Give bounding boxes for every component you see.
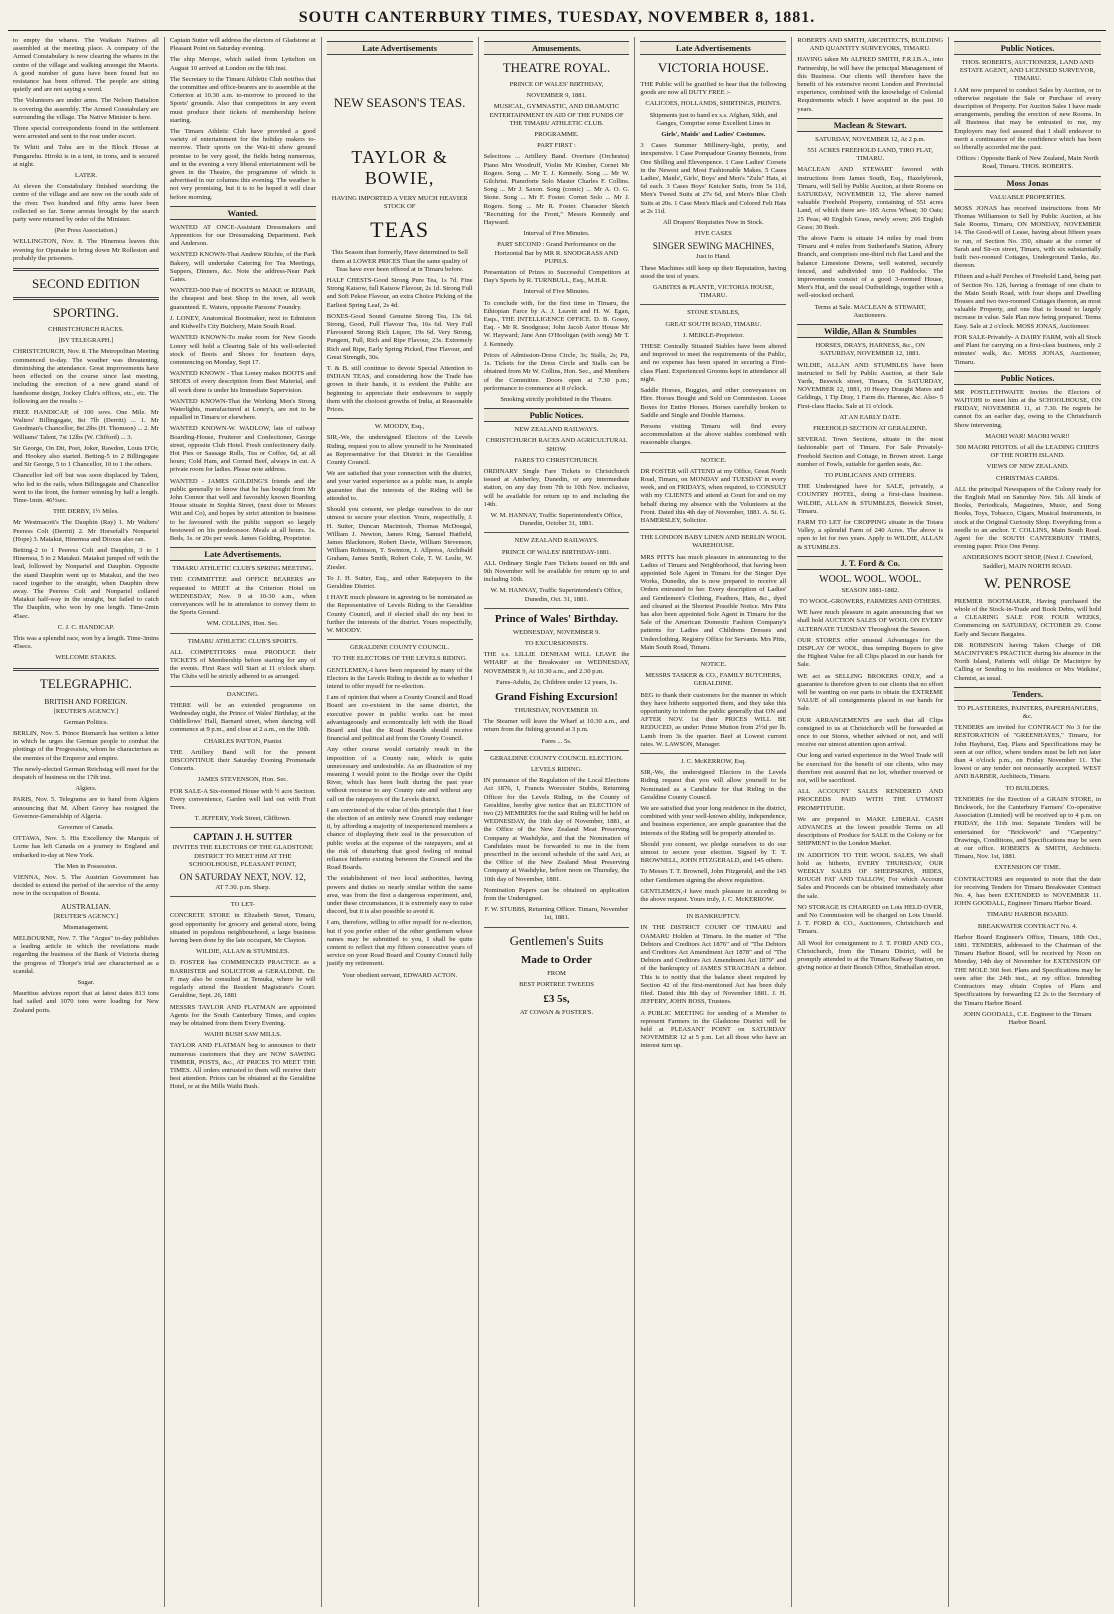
article-text: Captain Sutter will address the electors of Gladstone at Pleasant Point on Saturday evening. — [169, 37, 316, 53]
ad-heading: AT AN EARLY DATE. — [839, 413, 902, 421]
article-text: The Timaru Athletic Club have provided a good variety of entertainment for the holiday makers to-morrow. Their sports on the Wai-iti show ground promise to be very good, the fields being numerous, and in the evening a very liberal entertainment will be given in the Theatre, the programme of which is advertised in our columns this evening. The weather is not very promising, but it is to be hoped it will clear before morning. — [169, 128, 316, 201]
ad-text: VIEWS OF NEW ZEALAND. — [986, 463, 1069, 471]
classified-ad: THE Artillery Band will for the present DISCONTINUE their Saturday Evening Promenade Concerts. — [169, 748, 316, 773]
article-text: Betting-2 to 1 Peeress Colt and Dauphin, 3 to 1 Hinemoa, 5 to 2 Matakui. Matakui jumped off with the lead, followed by Nonpariel and Dauphin. Opposite the stand Dauphin went up to Matakui, and the two raced together to the straight, when Dauphin drew away. The Peeress Colt and Nonpariel collared Matakui half-way in the straight, but failed to catch The Dauphin, who won by one length. Time-2min 45sec. — [13, 546, 159, 620]
price-list: HALF CHESTS-Good Strong Pure Tea, 1s 7d. Fine Strong Kaisow, full Kaisow Flavour, 2s 1d. Strong Full and Soft Pekoe Flavour, an extra Choice Picking of the Earliest Spring Leaf, 2s 4d. — [326, 277, 473, 309]
ad-text: CONTRACTORS are requested to note that the date for receiving Tenders for Timaru Breakwater Contract No. 4, has been EXTENDED to NOVEMBER 11. JOHN GOODALL, Engineer Timaru Harbor Board. — [954, 875, 1101, 908]
masthead-title: SOUTH CANTERBURY TIMES, TUESDAY, NOVEMBER 8, 1881. — [298, 9, 816, 26]
classified-ad: TAYLOR AND FLATMAN beg to announce to their numerous customers that they are NOW SAWING TIMBER, POSTS, &c., AT PRICES TO MEET THE TIMES. All orders entrusted to them will receive their best attention. Prices can be obtained at the Geraldine Hotel, or at the Mills Waihi Bush. — [169, 1042, 316, 1091]
ad-text: INVITES THE ELECTORS OF THE GLADSTONE DISTRICT TO MEET HIM AT THE SCHOOLHOUSE, PLEASANT POINT, — [172, 844, 313, 868]
ad-heading: NEW SEASON'S TEAS. — [333, 95, 466, 110]
divider — [640, 529, 786, 530]
letter-text: Any other course would certainly result in the imposition of a County rate, which is quite unnecessary and undesirable. As an illustration of my meaning I would point to the Bridge over the Opihi River, which has been built during the past year without recourse to any County rate and without any call on the ratepayers of the Levels district. — [326, 746, 473, 803]
ad-heading: TO EXCURSIONISTS. — [524, 639, 589, 647]
classified-ad: FOR SALE-A Six-roomed House with ½ acre Section. Every convenience, Garden well laid out with Fruit Trees. — [169, 787, 316, 812]
article-text: Sir George, On Dit, Poet, Joker, Rawdon, Louis D'Or, and Hookey also started. Betting-5 to 2 Billingsgate and Sir George, 5 to 1 Chancellor, 10 to 1 the others. — [13, 444, 159, 469]
ad-date: THURSDAY, NOVEMBER 10. — [514, 706, 599, 714]
ad-text: GREAT SOUTH ROAD, TIMARU. — [665, 320, 762, 328]
ad-text: Our long and varied experience in the Wool Trade will be exercised for the benefit of our clients, who may therefore rest assured that no lot, whether reserved or not, will be sacrificed. — [797, 752, 944, 785]
letter-text: I am, therefore, willing to offer myself for re-election, but if you prefer either of the other gentlemen whose names may be submitted to you, I shall be quite content to reflect that my fifteen consecutive years of service on your Road Board and County Council fully justify my retirement. — [326, 919, 473, 968]
ad-text: CHRISTMAS CARDS. — [996, 474, 1060, 482]
ad-text: AT COWAN & FOSTER'S. — [519, 1009, 594, 1017]
letter-text: I am convinced of the value of this principle that I fear the election of an entirely new Council may endanger it, by affording a majority of inexperienced members a chance of displaying their zeal in the prosecution of public works at the expense of the ratepayers, and at the risk of disturbing that good feeling of mutual reliance hitherto existing between the Council and the Road Boards. — [326, 806, 473, 872]
classified-ad: WANTED AT ONCE-Assistant Dressmakers and Apprentices for our Dressmaking Department. Park and Anderson. — [169, 223, 316, 248]
ad-text: HAVING taken Mr ALFRED SMITH, F.R.I.B.A., into Partnership, he will have the principal Management of this Business. Our clients will therefore have the benefit of his extensive recent London and Provincial experience, combined with the knowledge of Colonial Requirements which I have acquired in the past 10 years. — [797, 56, 944, 113]
ad-heading: NOTICE. — [700, 660, 727, 668]
section-heading: Amusements. — [484, 41, 630, 55]
signature: W. M. HANNAY, Traffic Superintendent's Office, Dunedin, October 31, 1881. — [490, 511, 623, 528]
ad-text: WILDIE, ALLAN AND STUMBLES have been instructed to Sell by Public Auction, at their Sale Yards, Beswick street, Timaru, On SATURDAY, NOVEMBER 12, 1881, 10 Heavy Draught Mares and Geldings, 1 Tip Dray, 1 Farm do. Harness, &c. Also- 5 First-class Hacks. Sale at 11 o'clock. — [797, 361, 944, 410]
divider — [640, 452, 786, 453]
ad-heading: W. MOODY, Esq., — [374, 423, 425, 431]
ad-text: SEASON 1881-1882. — [841, 586, 899, 594]
ad-text: BEG to thank their customers for the manner in which they have hitherto supported them, and they take this opportunity to inform the public generally that ON and AFTER NOV. 1st their PRICES WILL BE REDUCED, as under: Prime Mutton from 2½d per lb. Lamb from 3s the quarter. Beef at Lowest current rates. W. LAWSON, Manager. — [640, 691, 787, 748]
divider — [640, 753, 786, 754]
section-heading: Maclean & Stewart. — [797, 118, 943, 132]
section-heading: Late Advertisements. — [170, 547, 316, 561]
subheading: Algiers. — [75, 785, 97, 793]
ad-heading: WAIHI BUSH SAW MILLS. — [204, 1031, 282, 1039]
article-text: VIENNA, Nov. 5. The Austrian Government has decided to extend the period of the service of the army now in the occupation of Bosnia. — [13, 874, 159, 898]
subheading: PART FIRST : — [537, 142, 576, 150]
ad-text: NO STORAGE IS CHARGED on Lots HELD OVER, and No Commission will be charged on Lots Unsold. J. T. FORD & CO., Auctioneers, Christchurch and Timaru. — [797, 903, 944, 936]
ad-heading: FIVE CASES — [694, 230, 732, 238]
ad-heading: MAORI WAR! MAORI WAR!! — [985, 432, 1070, 440]
article-text: The Secretary to the Timaru Athletic Club notifies that the committee and office-bearers are to assemble at the Criterion at 10.30 a.m. to-morrow to proceed to the Sports' grounds. Also that competitors in any event must produce their tickets of membership before starting. — [169, 75, 316, 124]
divider — [13, 668, 159, 671]
section-heading — [954, 41, 1101, 55]
section-heading: Moss Jonas — [954, 176, 1101, 190]
ad-text: All Drapers' Requisites Now in Stock. — [662, 219, 764, 227]
ad-heading: 551 ACRES FREEHOLD LAND, TIRO FLAT, TIMARU. — [807, 147, 933, 163]
ad-text: 3 Cases Summer Millinery-light, pretty, and inexpensive. 1 Case Pompadour Granny Bonnets, from One Shilling and Elevenpence. 1 Case Ladies' Corsets in the Newest and Most Fashionable Makes. 5 Cases Ladies', Maids', Girls', Boys' and Men's "Zulu" Hats, at 6d each. 3 Cases Boys' Knicker Suits, from 5s 11d, Men's Tweed Suits at 27s 6d, and Men's Blue Cloth Suits at 20s. 1 Case Men's Black and Colored Felt Hats at 2s 11d. — [640, 142, 787, 215]
column-6 — [792, 37, 949, 1607]
ad-text: Saddle Horses, Buggies, and other conveyances on Hire. Horses Bought and Sold on Commission. Loose Boxes for Entire Horses. Horses carefully broken to Saddle and Single and Double Harness. — [640, 387, 787, 419]
classified-ad: D. FOSTER has COMMENCED PRACTICE as a BARRISTER and SOLICITOR at GERALDINE. Dr. F. may also be consulted at Temuka, where he will regularly attend the Resident Magistrate's Court. Geraldine, Sept. 26, 1881 — [169, 959, 316, 1000]
letter-text: I HAVE much pleasure in agreeing to be nominated as the Representative of Levels Riding to the Geraldine County Council, and if elected shall do my best to further the interests of the district. Yours respectfully, W. MOODY. — [326, 594, 473, 634]
ad-heading: Girls', Maids' and Ladies' Costumes. — [661, 131, 766, 139]
programme-list: Selections ... Artillery Band. Overture (Orchestra) Piano Mrs Woodruff, Violin Mr Kimber, Cornet Mr Rogers. Song ... Mr T. J. Kennedy. Song ... Mr W. Gilchrist. Pianoforte Solo Master Charles F. Collins. Song ... Mr J. Saxon. Song (comic) ... Mr A. O. G. Stone. Song ... Mr F. Foster. Cornet Solo ... Mr J. Rogers. Song ... Mr R. Foster. Character Sketch "Recruiting for the Front," Messrs Kennedy and Hayward. — [483, 153, 630, 227]
divider — [327, 418, 473, 419]
section-heading: J. T. Ford & Co. — [797, 556, 943, 570]
ad-text: Just to Hand. — [696, 253, 731, 261]
ad-text: ALL the principal Newspapers of the Colony ready for the English Mail on Saturday Nov. 5th. All kinds of Books, Periodicals, Magazines, Music, and Song Books, Toys, Tobacco, Cigars, Musical Instruments, in stock at the Original Curiosity Shop. Everything from a needle to an anchor. T. COLLINS, Main South Road. Agent for the SOUTH CANTERBURY TIMES, evening paper. Price One Penny. — [954, 485, 1101, 551]
divider — [13, 297, 159, 300]
ad-text: This Season than formerly, Have determined to Sell them at LOWER PRICES Than the same quality of Teas have ever been offered at in Timaru before. — [331, 249, 468, 273]
ad-text: OUR STORES offer unusual Advantages for the DISPLAY OF WOOL, thus tempting Buyers to give the Highest Value for all Clips placed in our hands for Sale. — [797, 636, 944, 669]
article-text: At eleven the Constabulary finished searching the centre of the village and are now on the south side of the river. Two hundred and fifty arms have been collected so far. Some arrests brought by the search party were returned by order of the Minister. — [13, 183, 159, 224]
column-1 — [8, 37, 165, 1607]
ad-heading: GERALDINE COUNTY COUNCIL. — [350, 644, 450, 652]
divider — [484, 927, 630, 928]
ad-text: Persons visiting Timaru will find every accommodation at the above stables combined with reasonable charges. — [640, 422, 787, 447]
ad-text: I AM now prepared to conduct Sales by Auction, or to otherwise negotiate the Sale or Purchase of every description of Property. For Auction Sales I have made arrangements, pending the erection of new Rooms. In all Business that may be entrusted to me, my Employers may feel assured that I shall endeavor to merit a continuance of the confidence which has been so liberally accorded me the past. — [954, 86, 1101, 152]
ad-text: TENDERS for the Erection of a GRAIN STORE, in Brickwork, for the Canterbury Farmers' Co-operative Association (Limited) will be received up to 4 p.m. on FRIDAY, the 11th inst. Separate Tenders will be entertained for "Brickwork" and "Carpentry." Drawings, Conditions, and Specifications may be seen at our office. ROBERTS & SMITH, Architects. Timaru, Nov. 1st, 1881. — [954, 795, 1101, 861]
ad-text: Fifteen and a-half Perches of Freehold Land, being part of Section No. 126, having a frontage of one chain to the Main South Road, with four shops and Dwelling Houses and two two-roomed Cottages thereon, an most valuable Property, and one that is bound to largely increase in value. Sale Plan now being prepared. Terms Easy. Sale at 2 o'clock. MOSS JONAS, Auctioneer. — [954, 273, 1101, 330]
article-text: to empty the whares. The Waikato Natives all assembled at the meeting place. A company of the Armed Constabulary is now clearing the whares in the centre of the village and walking amongst the Maoris. A good number of guns have been found but no resistance has been offered. The people are sitting quietly and are not saying a word. — [13, 37, 159, 94]
divider — [170, 686, 316, 687]
column-4 — [479, 37, 636, 1607]
classified-ad: J. LONEY, Anatomical Bootmaker, next to Edmiston and Kidwell's City Butchery, Main South Road. — [169, 314, 316, 331]
ad-heading: TAYLOR & BOWIE, — [351, 147, 448, 188]
ad-heading: TO PLASTERERS, PAINTERS, PAPERHANGERS, &c. — [956, 704, 1099, 720]
ad-text: Smoking strictly prohibited in the Theatre. — [500, 395, 613, 403]
column-7 — [949, 37, 1106, 1607]
ad-heading: ROBERTS AND SMITH, ARCHITECTS, BUILDING AND QUANTITY SURVEYORS, TIMARU. — [797, 37, 944, 53]
ad-text: THE Public will be gratified to hear that the following goods are now all DUTY FREE :- — [640, 81, 787, 97]
signature: T. JEFFERY, York Street, Clifftown. — [194, 815, 291, 823]
classified-ad: THERE will be an extended programme on Wednesday night, the Prince of Wales' Birthday, at the Oddfellows' Hall, Barnard street, when dancing will commence at 9 p.m., and close at 2 a.m., on the 10th. — [169, 701, 316, 734]
signature: WILDIE, ALLAN & STUMBLES. — [196, 948, 290, 956]
ad-heading: TO WOOL-GROWERS, FARMERS AND OTHERS. — [798, 597, 942, 605]
ad-heading: TIMARU HARBOR BOARD. — [986, 911, 1069, 919]
ad-text: TENDERS are invited for CONTRACT No 3 for the RESTORATION of "GREENHAYES," Timaru, for John Hayhurst, Esq. Plans and Specifications may be seen at our office, where tenders must be left not later than 4 o'clock p.m., on Friday November 11. The lowest or any tender not necessarily accepted. WEST AND BARBER, Architects, Timaru. — [954, 724, 1101, 781]
ad-text: 500 MAORI PHOTOS. of all the LEADING CHIEFS OF THE NORTH ISLAND. — [956, 443, 1099, 460]
letter-text: SIR,-We, the undersigned Electors of the Levels Riding, request you to allow yourself to be Nominated as Representative for that District in the Geraldine County Council. — [326, 434, 473, 467]
divider — [170, 633, 316, 634]
classified-ad: WANTED KNOWN-To make room for New Goods Loney will hold a Clearing Sale of his well-selected stock of Boots and Shoes for fourteen days, commencing on Monday, Sept 17. — [169, 334, 316, 366]
price-list: BOXES-Good Sound Genuine Strong Tea, 13s 6d. Strong, Good, Full Flavour Tea, 16s 6d. Very Full Flavoured Strong Rich Liquor, 19s 6d. Very Strong, Pungent, Full, Rich and Ripe Flavour, 23s. Extremely Rich and Ripe, Early Spring Picked, Fine Flavour, and Great Strength, 30s. — [326, 312, 473, 361]
signature: GABITES & PLANTE, VICTORIA HOUSE, TIMARU. — [652, 284, 774, 300]
column-5 — [635, 37, 792, 1607]
ad-text: All Wool for consignment to J. T. FORD AND CO., Christchurch, from the Timaru District, will be promptly attended to at the Timaru Railway Station, on giving notice at their Branch Office, Strathallan street. — [797, 939, 944, 972]
section-heading: Wildie, Allan & Stumbles — [797, 324, 943, 338]
ad-heading: MESSRS TASKER & CO., FAMILY BUTCHERS, GERALDINE. — [645, 672, 782, 688]
ad-heading: Made to Order — [521, 953, 592, 966]
section-heading: TELEGRAPHIC. — [39, 675, 132, 691]
ad-text: IN ADDITION TO THE WOOL SALES, We shall hold as hitherto, EVERY THURSDAY, OUR WEEKLY SALES OF SHEEPSKINS, HIDES, ROUGH FAT AND TALLOW, For which Account Sales and Proceeds can be obtained immediately after the sale. — [797, 851, 944, 900]
section-heading: Late Advertisements — [327, 41, 473, 55]
signature: Terms at Sale. MACLEAN & STEWART, Auctioneers. — [814, 303, 926, 319]
ad-heading: J. C. McKERROW, Esq. — [680, 758, 746, 766]
subheading: CHRISTCHURCH RACES. — [48, 326, 124, 334]
classified-ad: WANTED - JAMES GOLDING'S friends and the public generally to know that he has bought from Mr John Connor that well and favorably known Boarding House situate in Sophia Street, (next door to Messrs Witt and Co), and hopes by strict attention to business to be favoured with the public support so largely bestowed on his predecessor. Meals at all hours. 1s. Beds, 1s. or 20s per week. James Golding, Proprietor. — [169, 477, 316, 542]
subheading: The Men in Possession. — [54, 862, 118, 870]
classified-ad: WANTED KNOWN - That Loney makes BOOTS and SHOES of every description from Best Material, and all work done is under his Immediate Supervision. — [169, 370, 316, 394]
ad-text: Fares-Adults, 2s; Children under 12 years, 1s. — [495, 678, 618, 686]
ad-date: ON SATURDAY NEXT, NOV. 12, — [179, 872, 306, 883]
ad-text: The Steamer will leave the Wharf at 10.30 a.m., and return from the fishing ground at 3 p.m. — [483, 718, 630, 734]
ad-text: HAVING IMPORTED A VERY MUCH HEAVIER STOCK OF — [331, 195, 468, 211]
ad-heading: STONE STABLES, — [687, 309, 740, 317]
article-text: The ship Merope, which sailed from Lyttelton on August 10 arrived at London on the 6th inst. — [169, 56, 316, 72]
ad-text: We are prepared to MAKE LIBERAL CASH ADVANCES at the lowest possible Terms on all descriptions of Produce for SALE in the Colony or for SHIPMENT to the London Market. — [797, 815, 944, 848]
signature: JOHN GOODALL, C.E. Engineer to the Timaru Harbor Board. — [963, 1010, 1092, 1026]
signature: J. MEIKLE-Proprietor. — [682, 331, 744, 339]
ad-heading: FARES TO CHRISTCHURCH. — [514, 456, 599, 464]
ad-text: IN pursuance of the Regulation of the Local Elections Act 1876, I, Francis Worcester Stubbs, Returning Officer for the Levels Riding, in the County of Geraldine, hereby give notice that an ELECTION of two (2) MEMBERS for the said Riding will be held on WEDNESDAY, the 16th day of November, 1881, at the Office of the New Zealand Meat Preserving Company at Washdyke, and that the Nomination of Candidates must be forwarded to me in the form prescribed in the second schedule of the said Act, at the Office of the New Zealand Meat Preserving Company at Washdyke, before noon on Thursday, the 10th day of November, 1881. — [483, 777, 630, 883]
ad-text: These Machines still keep up their Reputation, having stood the test of years. — [640, 264, 787, 280]
article-text: FREE HANDICAP, of 100 sovs. One Mile. Mr Walters' Billingsgate, 8st 7lb (Derritt) ... 1. Mr Goodman's Chancellor, 8st 2lbs (H. Thomson) ... 2. Mr Williams' Talent, 7st 12lbs (W. Clifford) ... 3. — [13, 408, 159, 441]
article-text: This was a splendid race, won by a length. Time-3mins 45secs. — [13, 634, 159, 651]
signature: Your obedient servant, EDWARD ACTON. — [342, 971, 458, 979]
article-text: MELBOURNE, Nov. 7. The "Argus" to-day publishes a leading article in which the revelations made regarding the business of the Bank of Victoria during the progress of Thorpe's trial are characterised as a scandal. — [13, 935, 159, 975]
ad-heading: TO PUBLICANS AND OTHERS. — [824, 471, 916, 479]
ad-text: Harbor Board Engineer's Office, Timaru, 18th Oct., 1881. TENDERS, addressed to the Chairman of the Timaru Harbor Board, will be received by Noon on Monday, 14th day of November for EXTENSION OF THE MOLE 360 feet. Plans and Specifications may be seen after the 24th inst., at my office. Intending Contractors may obtain Copies of Plans and Specifications by forwarding £2 2s to the Secretary of the Timaru Harbor Board. — [954, 933, 1101, 1007]
ad-text: Presentation of Prizes to Successful Competitors at Day's Sports by R. TURNBULL, Esq., M.H.R. — [483, 269, 630, 285]
ad-heading: LEVELS RIDING. — [531, 766, 582, 773]
divider — [640, 908, 786, 909]
ad-text: ALL ACCOUNT SALES RENDERED AND PROCEEDS PAID WITH THE UTMOST PROMPTITUDE. — [797, 788, 944, 812]
section-heading: Tenders. — [954, 687, 1101, 701]
ad-text: PRINCE OF WALES' BIRTHDAY, — [509, 81, 604, 88]
ad-heading: Grand Fishing Excursion! — [495, 690, 618, 703]
ad-date: WEDNESDAY, NOVEMBER 9. — [512, 628, 601, 636]
ad-text: MACLEAN AND STEWART favored with instructions from James South, Esq., Hazelybrook, Timaru, will Sell by Public Auction, at their Rooms on SATURDAY, NOVEMBER 12, The above named valuable Freehold Property, containing of 551 acres Land, of which there are- 165 Acres Wheat; 30 Oats; 25 Peas; 40 English Grass, newly sown; 266 English Grass; 30 Bush. — [797, 166, 944, 231]
ad-text: WE have much pleasure in again announcing that we shall hold AUCTION SALES OF WOOL ON EVERY ALTERNATE TUESDAY Throughout the Season. — [797, 609, 944, 633]
ad-date: SATURDAY, NOVEMBER 12, At 2 p.m. — [815, 135, 926, 143]
divider — [13, 268, 159, 271]
subheading: THE DERBY, 1½ Miles. — [53, 508, 119, 516]
classified-ad: WANTED KNOWN-That Andrew Ritchie, of the Park Bakery, will undertake Catering for Tea Meetings, Suppers, Dinners, &c. Note the address-Near Park Gates. — [169, 251, 316, 284]
credit-line: (Per Press Association.) — [54, 227, 118, 235]
ad-text: THE s.s. LILLIE DENHAM WILL LEAVE the WHARF at the Breakwater on WEDNESDAY, NOVEMBER 9, At 10.30 a.m., and 2.30 p.m. — [483, 651, 630, 675]
ad-text: DR ROBINSON having Taken Charge of DR MACINTYRE'S PRACTICE during his absence in the North Island, Patients will oblige Dr Macintyre by Calling or Sending to his residence or Mrs Watkins', Chemist, as usual. — [954, 641, 1101, 682]
classified-ad: WANTED KNOWN-W. WADLOW, late of railway Boarding-House, Fruiterer and Confectioner, George street, opposite Club Hotel. Fresh confectionery daily. Hot Pies or Sausage Rolls, Tea or Coffee, 6d, at all hours; Cold Ham, and Corned Beef, always in cut. A private room for ladies. Please note address. — [169, 425, 316, 474]
subheading: Governor of Canada. — [58, 824, 114, 832]
ad-text: The above Farm is situate 14 miles by road from Timaru and 4 miles from Sutherland's Station, Albury Branch, and comprises one-third rich flat Land and the balance Limestone Downs, well watered, securely fenced, and subdivided into 10 Paddocks. The improvements consist of a good 3-roomed House, Men's Hut, and the usual Outbuildings, together with a well-stocked orchard. — [797, 235, 944, 300]
letter-text: SIR,-We, the undersigned Electors in the Levels Riding request that you will allow yourself to be Nominated as a Candidate for that Riding in the Geraldine County Council. — [640, 769, 787, 801]
ad-text: Prices of Admission-Dress Circle, 3s; Stalls, 2s; Pit, 1s. Tickets for the Dress Circle and Stalls can be obtained from Mr W. Collins, Hon. Sec., and Members of the Committee. Doors open at 7.30 p.m.; performance to commence at 8 o'clock. — [483, 351, 630, 392]
column-2 — [165, 37, 322, 1607]
classified-ad: ALL COMPETITORS must PRODUCE their TICKETS of Membership before starting for any of the events. First Race will Start at 11 o'clock sharp. The Clubs will be strictly adhered to as arranged. — [169, 648, 316, 681]
ad-heading: THE LONDON BABY LINEN AND BERLIN WOOL WAREHOUSE. — [640, 534, 787, 550]
column-3 — [322, 37, 479, 1607]
ad-heading: WOOL. WOOL. WOOL. — [819, 573, 922, 585]
divider — [640, 304, 786, 305]
article-text: CHRISTCHURCH, Nov. 8. The Metropolitan Meeting commenced to-day. The weather was threatening, diminishing the attendance. Great improvements have been effected on the course since last meeting, including the erection of a new grand stand of handsome design, Jockey Club's offices, etc., etc. The following are the results :- — [13, 348, 159, 405]
ad-text: Nomination Papers can be obtained on application from the Undersigned. — [483, 886, 630, 903]
signature: F. W. STUBBS, Returning Officer. Timaru, November 1st, 1881. — [484, 906, 629, 922]
ad-heading: NOTICE. — [700, 456, 727, 464]
ad-text: THE Undersigned have for SALE, privately, a COUNTRY HOTEL, doing a first-class business. WILDIE, ALLAN & STUMBLES, Beswick Street, Timaru. — [797, 483, 944, 515]
ad-text: Interval of Five Minutes. — [523, 230, 590, 238]
article-text: Chancellor led off but was soon displaced by Talent, who led to the rails, when Billingsgate and Chancellor went to the front, the former winning by half a length. Time-1min. 46½sec. — [13, 472, 159, 504]
article-text: PARIS, Nov. 5. Telegrams are to hand from Algiers announcing that M. Albert Grevy has resigned the Governor-Generalship of Algeria. — [13, 796, 159, 820]
ad-heading: VICTORIA HOUSE. — [657, 60, 769, 75]
article-text: BERLIN, Nov. 5. Prince Bismarck has written a letter in which he urges the German people to combat the plottings of the Progressists, whom he characterises as the enemies of the Emperor and empire. — [13, 730, 159, 762]
ad-heading: GERALDINE COUNTY COUNCIL ELECTION. — [490, 754, 623, 762]
classified-ad: CONCRETE STORE in Elizabeth Street, Timaru, good opportunity for grocery and general store, being situated in populous neighbourhood, a large business having been done by the late occupant, Mr Clayton. — [169, 912, 316, 945]
ad-text: SEVERAL Town Sections, situate in the most fashionable part of Timaru. For Sale Privately- Freehold Section and Cottage, in Brown street. Large number of Fowls, suitable for garden seats, &c. — [797, 436, 944, 468]
section-heading-label: Public Notices. — [1000, 43, 1055, 53]
ad-heading: TO LET- — [230, 901, 255, 909]
ad-text: Interval of Five Minutes. — [523, 288, 590, 296]
ad-heading: HORSES, DRAYS, HARNESS, &c., ON SATURDAY, NOVEMBER 12, 1881. — [815, 342, 925, 358]
article-text: The newly-elected German Reichstag will meet for the despatch of business on the 17th inst. — [13, 765, 159, 782]
ad-heading: Gentlemen's Suits — [509, 932, 604, 948]
article-text: Three special correspondents found in the settlement were arrested and sent to the rear under escort. — [13, 125, 159, 141]
subheading: C. J. C. HANDICAP. — [57, 623, 115, 631]
article-text: Mauritius advices report that at latest dates 813 tons had sailed and 1070 tons were loading for New Zealand ports. — [13, 990, 159, 1014]
letter-text: To Messrs T. T. Brownell, John Fitzgerald, and the 145 other Gentlemen signing the above requisition. — [640, 868, 787, 884]
ad-heading: CHRISTCHURCH RACES AND AGRICULTURAL SHOW. — [485, 437, 628, 453]
subheading: Sugar. — [77, 979, 95, 987]
section-heading: Late Advertisements — [640, 41, 786, 55]
letter-text: GENTLEMEN,-I have much pleasure in acceding to the above request. Yours truly, J. C. McKERROW. — [640, 887, 787, 904]
ad-heading: DANCING. — [226, 690, 259, 698]
letter-text: The establishment of two local authorities, having powers and duties so nearly similar within the same area, was from the first a dangerous experiment, and, under these circumstances, it is extremely easy to raise discord, but it is also possible to avoid it. — [326, 875, 473, 916]
ad-text: IN THE DISTRICT COURT OF TIMARU and OAMARU Holden at Timaru. In the matter of "The Debtors and Creditors Act 1876" and of "The Debtors and Creditors Act Amendment Act 1878" and of "The Debtors and Creditors Act Amendment Act 1879" and of the bankruptcy of JAMES STRACHAN a debtor. This is to notify that the balance sheet required by Section 42 of the first-mentioned Act has been duly filed. Dated this 8th day of November 1881. J. H. JEFFERY, JOHN BOSS, Trustees. — [640, 924, 787, 1006]
divider — [484, 750, 630, 751]
ad-heading: VALUABLE PROPERTIES. — [989, 193, 1066, 201]
ad-heading: CAPTAIN J. H. SUTTER — [193, 832, 293, 843]
signature: CHARLES PATTON, Pianist — [204, 737, 282, 745]
ad-heading: NEW ZEALAND RAILWAYS. — [514, 426, 599, 434]
subheading: German Politics. — [63, 718, 109, 726]
ad-heading: W. PENROSE — [984, 575, 1072, 592]
credit-line: [BY TELEGRAPH.] — [58, 337, 114, 345]
ad-heading: CALICOES, HOLLANDS, SHIRTINGS, PRINTS. — [645, 100, 782, 108]
article-text: WELLINGTON, Nov. 8. The Hinemoa leaves this evening for Opunake to bring down Mr Rolleston and probably the prisoners. — [13, 238, 159, 262]
ad-text: FARM TO LET for CROPPING situate in the Totara Valley, a splendid Farm of 240 Acres. The above is open to let for two years. Apply to WILDIE, ALLAN & STUMBLES. — [797, 518, 944, 551]
classified-ad: WANTED-500 Pair of BOOTS to MAKE or REPAIR, the cheapest and best Shop in the town, all work guaranteed. E. Waters, opposite Parsons' Foundry. — [169, 287, 316, 311]
letter-text: Should you consent, we pledge ourselves to do our utmost to secure your election. Signed by T. T. BROWNELL, JOHN FITZGERALD, and 145 others. — [640, 840, 787, 865]
divider — [640, 656, 786, 657]
ad-heading: TO THE ELECTORS OF THE LEVELS RIDING. — [332, 655, 468, 663]
ad-heading: PROGRAMME. — [534, 131, 579, 139]
ad-heading: BREAKWATER CONTRACT No. 4. — [977, 922, 1078, 930]
ad-text: OUR ARRANGEMENTS are such that all Clips consigned to us at Christchurch will be forwarded at once to our Stores, whether advised or not, and will receive our utmost attention upon arrival. — [797, 716, 944, 749]
ad-date: NOVEMBER 9, 1881. — [526, 92, 587, 100]
ad-heading: FREEHOLD SECTION AT GERALDINE. — [813, 424, 928, 432]
ad-text: FOR SALE-Privately- A DAIRY FARM, with all Stock and Plant for carrying on a first-class business, only 2 minutes' walk, &c. MOSS JONAS, Auctioneer, Timaru. — [954, 333, 1101, 366]
signature: W. M. HANNAY, Traffic Superintendent's Office, Dunedin, Oct. 31, 1881. — [490, 587, 623, 603]
ad-heading: EXTENSION OF TIME. — [994, 864, 1061, 872]
ad-text: AT 7.30. p.m. Sharp. — [215, 884, 271, 892]
credit-line: [REUTER'S AGENCY.] — [53, 912, 119, 920]
ad-heading: IN BANKRUPTCY. — [686, 913, 741, 921]
section-heading: Public Notices. — [954, 371, 1101, 385]
ad-heading: Prince of Wales' Birthday. — [494, 612, 619, 625]
article-text: Mr Westmacott's The Dauphin (Ray) 1. Mr Walters' Peeress Colt (Derritt) 2. Mr Horsefall's Nonpariel (Hope) 3. Matakui, Hinemoa and Dioxus also ran. — [13, 519, 159, 543]
letter-text: Should you consent, we pledge ourselves to do our utmost to secure your election. Yours, respectfully, J. H. Sutter, Duncan Macintosh, Thomas McDougal, William J. Newton, James King, Samuel Hatfield, James Blackmore, Robert Davie, William Stevenson, William Robinson, T. Swinton, J. Allpress, Archibald Graham, James Smith, Robert Cole, T. W. Leslie, W. Ziesler. — [326, 506, 473, 571]
ad-text: DR FOSTER will ATTEND at my Office, Great North Road, Timaru, on MONDAY and TUESDAY in every week, and on FRIDAYS, when required, to CONSULT with my CLIENTS and attend at Court for and on my behalf during my absence with the Volunteers at the Front. Dated this 4th day of November, 1881. A. St. G. HAMERSLEY, Solicitor. — [640, 467, 787, 524]
article-text: Te Whiti and Tohu are in the Block House at Pungarehu. Hiroki is in a tent, in irons, and is secured at night. — [13, 144, 159, 168]
ad-heading: TIMARU ATHLETIC CLUB'S SPORTS. — [187, 637, 298, 645]
credit-line: [REUTER'S AGENCY.] — [53, 707, 119, 715]
ad-text: MR POSTLETHWAITE Invites the Electors of WAITOHI to meet him at the SCHOOLHOUSE, ON FRIDAY, NOVEMBER 11, at 7.30. He regrets he cannot fix an earlier day, owing to the Christchurch Show intervening. — [954, 388, 1101, 429]
ad-heading: TO BUILDERS. — [1005, 784, 1050, 792]
divider — [170, 827, 316, 828]
letter-text: GENTLEMEN,-I have been requested by many of the Electors in the Levels Riding to decide as to whether I intend to offer myself for re-election. — [326, 666, 473, 690]
divider — [484, 532, 630, 533]
ad-heading: THEATRE ROYAL. — [502, 60, 611, 75]
ad-text: MOSS JONAS has received instructions from Mr Thomas Williamson to Sell by Public Auction, at his Sale Rooms, Timaru, ON MONDAY, NOVEMBER 14. The Good-will of Lease, having about fifteen years to run, of Section No. 350, situate at the corner of Sarah and Sir-on street, Timaru, with six substantially built two-roomed Cottages, Underground Tanks, &c. thereon. — [954, 204, 1101, 270]
masthead — [8, 6, 1106, 31]
divider — [484, 608, 630, 609]
ad-heading: PRINCE OF WALES' BIRTHDAY-1881. — [501, 548, 612, 556]
ad-text: MRS PITTS has much pleasure in announcing to the Ladies of Timaru and Neighborhood, that having been appointed Sole Agent in Timaru for the Singer Dye Works, Dunedin, she is now prepared to receive all Orders entrusted to her. Every description of Ladies' and Gentlemen's Clothing, Feathers, Hats, &c., dyed and cleaned at the Shortest Possible Notice. Mrs Pitts has also been appointed Sole Agent in Timaru for the Sale of the American Domestic Fashion Company's patterns for Ladies and Childrens Dresses and Underclothing. Registry Office for Servants. Mrs Pitts, Main South Road, Timaru. — [640, 553, 787, 651]
letter-text: I am of opinion that where a County Council and Road Board are co-existent in the same district, the executive power in public works can be most advantageously and economically left with the Road Board and that the Road Boards should receive financial and political aid from the County Council. — [326, 694, 473, 743]
ad-price: £3 5s, — [543, 993, 570, 1006]
ad-text: MUSICAL, GYMNASTIC, AND DRAMATIC ENTERTAINMENT IN AID OF THE FUNDS OF THE TIMARU ATHLETIC CLUB. — [489, 103, 624, 127]
letter-text: We are satisfied that your connection with the district, and your varied experience as a public man, is ample guarantee that the interests of the Riding will be attended to. — [326, 470, 473, 502]
section-heading: AUSTRALIAN. — [61, 901, 111, 911]
section-heading: SPORTING. — [52, 305, 119, 321]
columns — [8, 37, 1106, 1607]
ad-heading: TIMARU ATHLETIC CLUB'S SPRING MEETING. — [172, 565, 314, 573]
signature: JAMES STEVENSON, Hon. Sec. — [197, 776, 288, 784]
signature: Offices : Opposite Bank of New Zealand, Main North Road, Timaru. THOS. ROBERTS. — [956, 155, 1099, 171]
letter-text: To J. H. Sutter, Esq., and other Ratepayers in the Geraldine District. — [326, 574, 473, 590]
divider — [170, 896, 316, 897]
letter-text: We are satisfied that your long residence in the district, combined with your well-known ability, independence, and business experience, are ample guarantee that the interests of the Riding will be properly attended to. — [640, 805, 787, 837]
section-heading: Wanted. — [170, 206, 316, 220]
classified-ad: WANTED KNOWN-That the Working Men's Strong Waterlights, manufactured at Loney's, are not to be equalled in Timaru or elsewhere. — [169, 397, 316, 422]
subheading: WELCOME STAKES. — [55, 654, 117, 662]
ad-text: ALL Ordinary Single Fare Tickets issued on 8th and 9th November will be available for return up to and including 10th. — [483, 559, 630, 584]
article-text: The Volunteers are under arms. The Nelson Battalion is covering the assembly. The Armed Constabulary are surrounding the village. The Native Minister is here. — [13, 97, 159, 121]
ad-text: T. & B. still continue to devote Special Attention to INDIAN TEAS, and considering how the Trade has grown in their hands, it is evident the Public are beginning to appreciate their endeavours to supply them with the choicest growths of India, at Reasonable Prices. — [326, 365, 473, 414]
ad-text: THESE Centrally Situated Stables have been altered and improved to meet the requirements of the Public, and no expense has been spared in securing a First-class Plant. Experienced Grooms kept in attendance all night. — [640, 343, 787, 383]
ad-heading: NEW ZEALAND RAILWAYS. — [514, 537, 599, 545]
classified-ad: THE COMMITTEE and OFFICE BEARERS are requested to MEET at the Criterion Hotel on WEDNESDAY, Nov. 9 at 10-30 a.m., when conveyances will be in attendance to convey them to the Sports Ground. — [169, 576, 316, 617]
ad-text: BEST PORTREE TWEEDS — [519, 980, 594, 988]
ad-text: ORDINARY Single Fare Tickets to Christchurch issued at Amberley, Dunedin, or any intermediate station, on any day from 7th to 10th Nov. inclusive, will be available for return up to and including the 14th. — [483, 467, 630, 508]
subheading: Mismanagement. — [63, 923, 109, 931]
classified-ad: MESSRS TAYLOR AND FLATMAN are appointed Agents for the South Canterbury Times, and copies may be obtained from them Every Evening. — [169, 1003, 316, 1027]
ad-text: PART SECOND : Grand Performance on the Horizontal Bar by MR R. SNODGRASS AND PUPILS. — [494, 241, 619, 265]
signature: WM. COLLINS, Hon. Sec. — [206, 620, 279, 628]
edition-heading: SECOND EDITION — [31, 276, 140, 292]
subheading: LATER. — [74, 172, 97, 180]
article-text: OTTAWA, Nov. 5. His Excellency the Marquis of Lorne has left Canada on a journey to England and embarked to-day at New York. — [13, 835, 159, 859]
ad-heading: ANDERSON'S BOOT SHOP, (Next J. Crawford, Saddler), MAIN NORTH ROAD. — [962, 554, 1093, 570]
ad-text: Shipments just to hand ex s.s. Afghan, Sikh, and Ganges, Comprise some Excellent Lines in — [649, 111, 778, 127]
ad-heading: TEAS — [370, 217, 430, 243]
divider — [327, 639, 473, 640]
ad-text: To conclude with, for the first time in Timaru, the Ethiopian Farce by A. J. Leavitt and H. W. Egan, Esqs., THE INTELLIGENCE OFFICE. D. B. Gossy, Esq. - Mr R. Snodgrass; John Jacob Astor House Mr W. Hayward; Jane Ann O'Hooligan (with song) Mr T. J. Kennedy. — [483, 299, 630, 348]
subheading: BRITISH AND FOREIGN. — [44, 696, 128, 706]
section-heading: Public Notices. — [484, 408, 630, 422]
ad-text: Fares ... 5s. — [541, 737, 572, 745]
ad-heading: THOS. ROBERTS, AUCTIONEER, LAND AND ESTATE AGENT, AND LICENSED SURVEYOR, TIMARU. — [959, 59, 1096, 83]
ad-text: FROM — [547, 969, 566, 977]
ad-text: WE act as SELLING BROKERS ONLY, and a guarantee is therefore given to our clients that no effort will be wanting on our parts to obtain the EXTREME VALUE of all consignments placed in our hands for Sale. — [797, 672, 944, 713]
ad-text: A PUBLIC MEETING for sending of a Member to represent Farmers in the Gladstone District will be held at PLEASANT POINT on SATURDAY NOVEMBER 12 at 5 p.m. Let all those who have an interest turn up. — [640, 1009, 787, 1050]
ad-heading: SINGER SEWING MACHINES, — [652, 241, 774, 252]
ad-text: PREMIER BOOTMAKER, Having purchased the whole of the Stock-in-Trade and Book Debts, will hold a CLEARING SALE FOR FOUR WEEKS, Commencing on SATURDAY, OCTOBER 29. Come Early and Secure Bargains. — [954, 597, 1101, 638]
